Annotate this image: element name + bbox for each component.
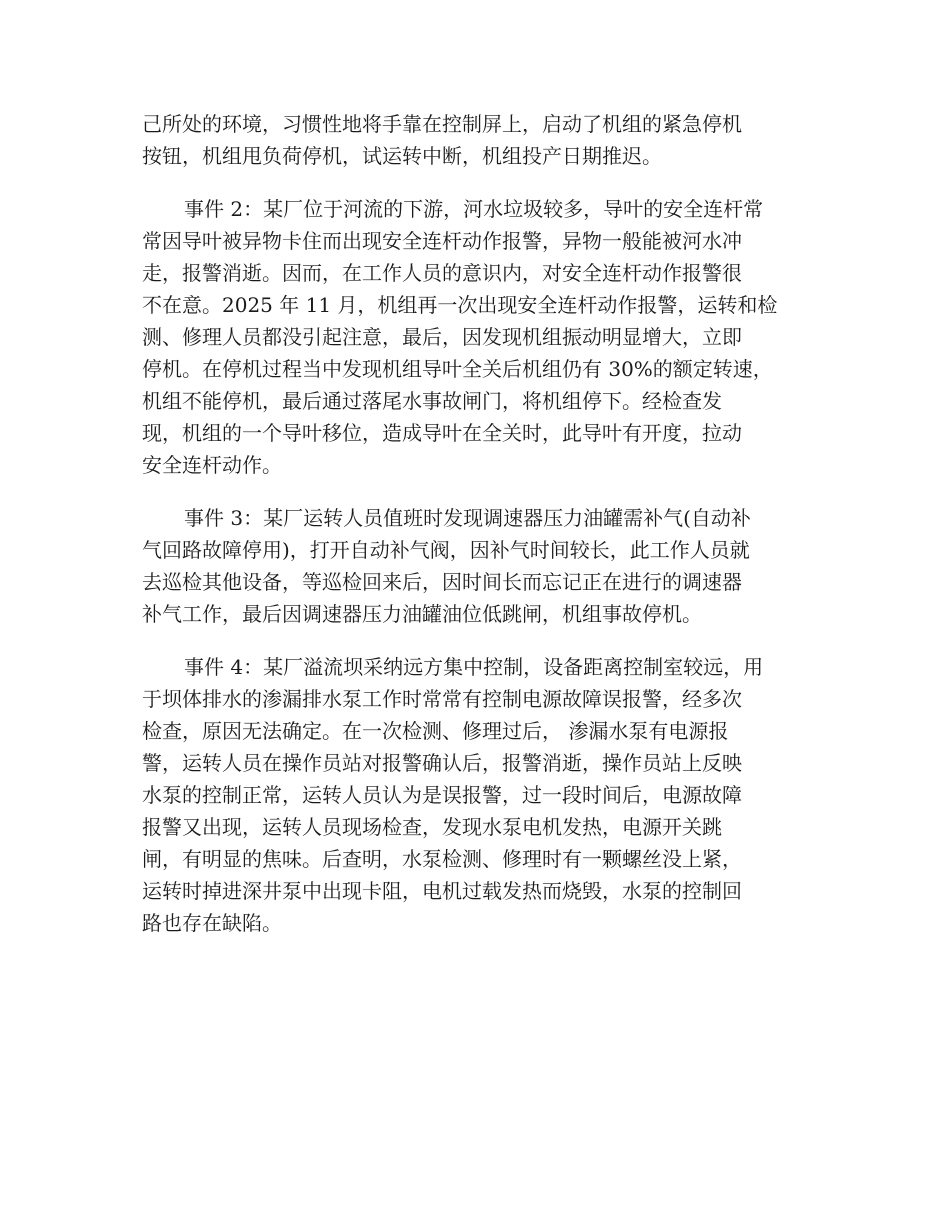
text-line: 去巡检其他设备，等巡检回来后，因时间长而忘记正在进行的调速器 — [142, 570, 742, 594]
text-line: 按钮，机组甩负荷停机，试运转中断，机组投产日期推迟。 — [142, 144, 662, 168]
text-line: 气回路故障停用)，打开自动补气阀，因补气时间较长，此工作人员就 — [142, 538, 750, 562]
document-page — [142, 108, 812, 960]
paragraph-event-2 — [142, 193, 812, 481]
text-line: 运转时掉进深井泵中出现卡阻，电机过载发热而烧毁，水泵的控制回 — [142, 879, 742, 903]
text-line: 事件 4：某厂溢流坝采纳远方集中控制，设备距离控制室较远，用 — [184, 655, 764, 679]
text-line: 测、修理人员都没引起注意，最后，因发现机组振动明显增大，立即 — [142, 325, 742, 349]
text-line: 停机。在停机过程当中发现机组导叶全关后机组仍有 30%的额定转速， — [142, 357, 773, 381]
text-line: 路也存在缺陷。 — [142, 911, 282, 935]
text-line: 闸，有明显的焦味。后查明，水泵检测、修理时有一颗螺丝没上紧， — [142, 847, 742, 871]
text-line: 安全连杆动作。 — [142, 453, 282, 477]
text-line: 事件 2：某厂位于河流的下游，河水垃圾较多，导叶的安全连杆常 — [184, 197, 764, 221]
text-line: 现，机组的一个导叶移位，造成导叶在全关时，此导叶有开度，拉动 — [142, 421, 742, 445]
text-line: 事件 3：某厂运转人员值班时发现调速器压力油罐需补气(自动补 — [184, 506, 751, 530]
paragraph-event-3 — [142, 502, 812, 630]
text-line: 于坝体排水的渗漏排水泵工作时常常有控制电源故障误报警，经多次 — [142, 687, 742, 711]
text-line: 报警又出现，运转人员现场检查，发现水泵电机发热，电源开关跳 — [142, 815, 722, 839]
text-line: 水泵的控制正常，运转人员认为是误报警，过一段时间后，电源故障 — [142, 783, 742, 807]
text-line: 机组不能停机，最后通过落尾水事故闸门，将机组停下。经检查发 — [142, 389, 722, 413]
text-line: 走，报警消逝。因而，在工作人员的意识内，对安全连杆动作报警很 — [142, 261, 742, 285]
text-line: 常因导叶被异物卡住而出现安全连杆动作报警，异物一般能被河水冲 — [142, 229, 742, 253]
text-line: 警，运转人员在操作员站对报警确认后，报警消逝，操作员站上反映 — [142, 751, 742, 775]
text-line: 检查，原因无法确定。在一次检测、修理过后， 渗漏水泵有电源报 — [142, 719, 729, 743]
paragraph-continuation — [142, 108, 812, 172]
text-line: 补气工作，最后因调速器压力油罐油位低跳闸，机组事故停机。 — [142, 602, 702, 626]
text-line: 己所处的环境，习惯性地将手靠在控制屏上，启动了机组的紧急停机 — [142, 112, 742, 136]
paragraph-event-4 — [142, 651, 812, 939]
text-line: 不在意。2025 年 11 月，机组再一次出现安全连杆动作报警，运转和检 — [142, 293, 778, 317]
